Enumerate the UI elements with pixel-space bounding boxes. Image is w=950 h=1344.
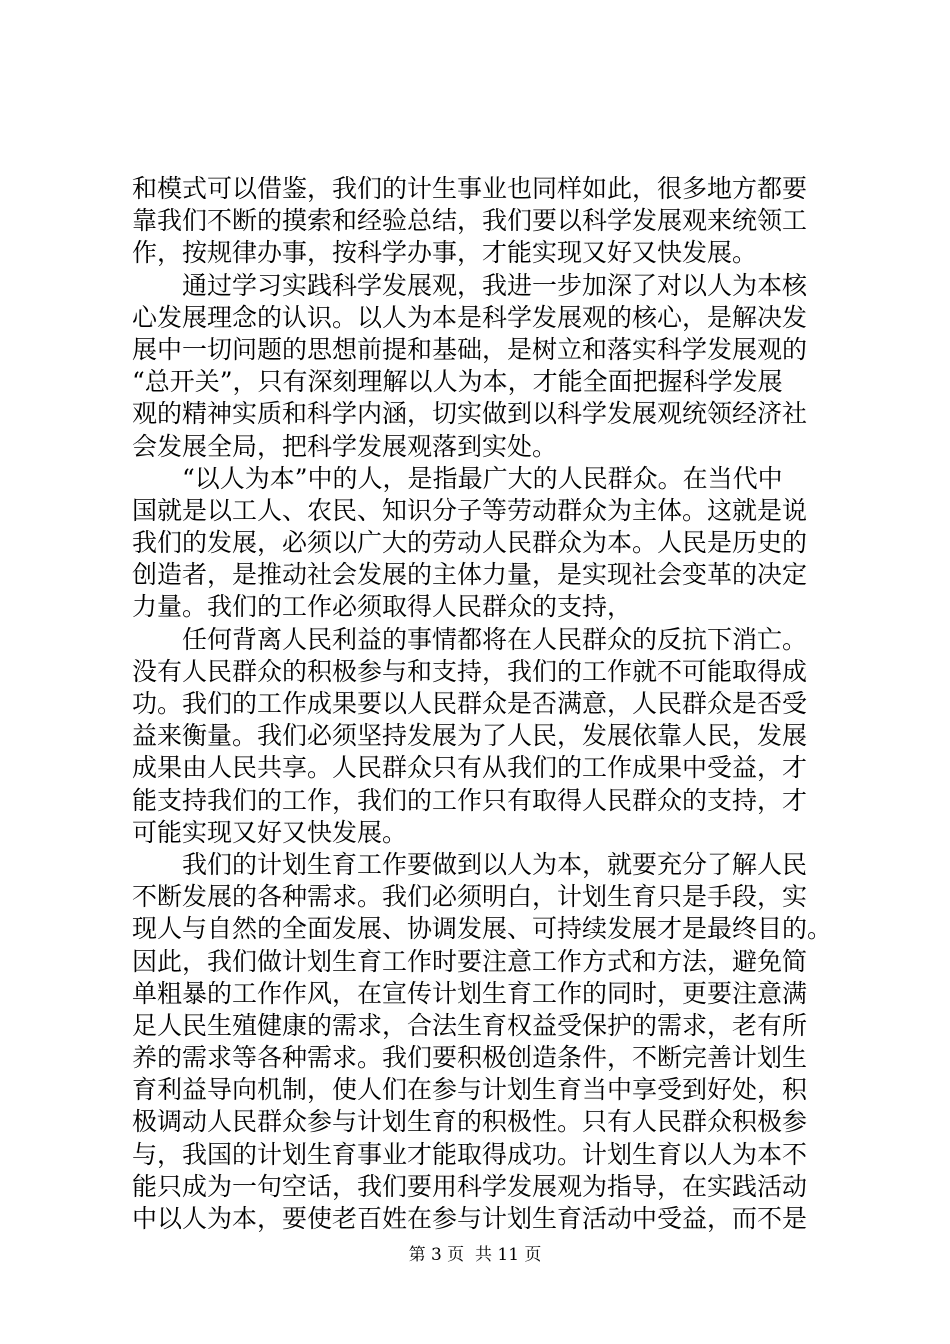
text-line: 足人民生殖健康的需求，合法生育权益受保护的需求，老有所 (132, 1010, 808, 1040)
text-line: 展中一切问题的思想前提和基础，是树立和落实科学发展观的 (132, 334, 808, 364)
text-line: 与，我国的计划生育事业才能取得成功。计划生育以人为本不 (132, 1139, 808, 1169)
body-text (132, 173, 832, 1235)
text-line: 单粗暴的工作作风，在宣传计划生育工作的同时，更要注意满 (132, 978, 808, 1008)
text-line: 因此，我们做计划生育工作时要注意工作方式和方法，避免简 (132, 946, 808, 976)
text-line: 育利益导向机制，使人们在参与计划生育当中享受到好处，积 (132, 1075, 808, 1105)
text-line: 能只成为一句空话，我们要用科学发展观为指导，在实践活动 (132, 1171, 808, 1201)
text-line: 作，按规律办事，按科学办事，才能实现又好又快发展。 (132, 238, 758, 268)
text-line: 养的需求等各种需求。我们要积极创造条件，不断完善计划生 (132, 1043, 808, 1073)
text-line: 观的精神实质和科学内涵，切实做到以科学发展观统领经济社 (132, 399, 808, 429)
text-line: 力量。我们的工作必须取得人民群众的支持， (132, 592, 633, 622)
text-line: 和模式可以借鉴，我们的计生事业也同样如此，很多地方都要 (132, 174, 808, 203)
text-line: 靠我们不断的摸索和经验总结，我们要以科学发展观来统领工 (132, 206, 808, 236)
text-line: 可能实现又好又快发展。 (132, 817, 408, 847)
page-number-label: 第 3 页 共 11 页 (408, 1245, 542, 1265)
text-line: “总开关”，只有深刻理解以人为本，才能全面把握科学发展 (132, 367, 783, 397)
text-line: 益来衡量。我们必须坚持发展为了人民，发展依靠人民，发展 (132, 721, 808, 751)
text-line: 成果由人民共享。人民群众只有从我们的工作成果中受益，才 (132, 753, 808, 783)
text-line: 现人与自然的全面发展、协调发展、可持续发展才是最终目的。 (132, 914, 832, 944)
text-line: 国就是以工人、农民、知识分子等劳动群众为主体。这就是说 (132, 495, 808, 525)
text-line: 心发展理念的认识。以人为本是科学发展观的核心，是解决发 (132, 302, 808, 332)
text-line: 中以人为本，要使老百姓在参与计划生育活动中受益，而不是 (132, 1204, 808, 1233)
text-line: 会发展全局，把科学发展观落到实处。 (132, 431, 558, 461)
text-line: 能支持我们的工作，我们的工作只有取得人民群众的支持，才 (132, 785, 808, 815)
text-line: 创造者，是推动社会发展的主体力量，是实现社会变革的决定 (132, 560, 808, 590)
text-line: 没有人民群众的积极参与和支持，我们的工作就不可能取得成 (132, 656, 808, 686)
text-line: 任何背离人民利益的事情都将在人民群众的反抗下消亡。 (132, 624, 808, 654)
page-footer (0, 1244, 950, 1266)
text-line: 我们的发展，必须以广大的劳动人民群众为本。人民是历史的 (132, 528, 808, 558)
text-line: 功。我们的工作成果要以人民群众是否满意，人民群众是否受 (132, 689, 808, 718)
text-line: 通过学习实践科学发展观，我进一步加深了对以人为本核 (132, 270, 808, 300)
text-line: 极调动人民群众参与计划生育的积极性。只有人民群众积极参 (132, 1107, 808, 1137)
text-line: 我们的计划生育工作要做到以人为本，就要充分了解人民 (132, 849, 808, 879)
text-line: “以人为本”中的人，是指最广大的人民群众。在当代中 (132, 463, 783, 493)
text-line: 不断发展的各种需求。我们必须明白，计划生育只是手段，实 (132, 882, 808, 912)
